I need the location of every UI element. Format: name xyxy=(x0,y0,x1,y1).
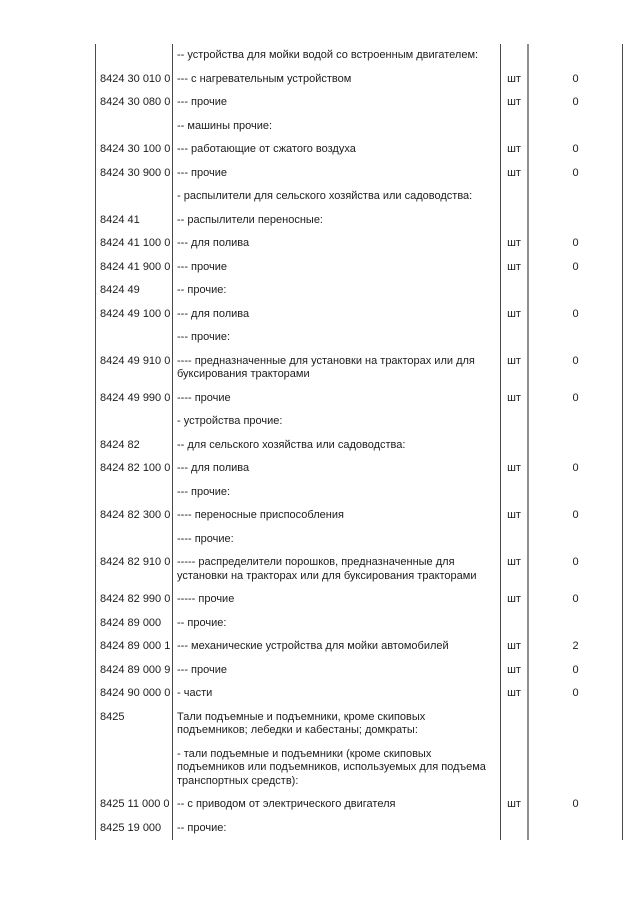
code-cell: 8424 30 080 0 xyxy=(96,91,173,115)
description-cell: -- машины прочие: xyxy=(173,115,501,139)
table-row xyxy=(96,350,623,387)
duty-value-cell xyxy=(529,185,623,209)
code-cell: 8424 82 xyxy=(96,434,173,458)
unit-cell xyxy=(501,817,529,841)
unit-cell xyxy=(501,326,529,350)
table-row xyxy=(96,256,623,280)
unit-cell: шт xyxy=(501,91,529,115)
code-cell: 8424 82 990 0 xyxy=(96,588,173,612)
code-cell: 8424 90 000 0 xyxy=(96,682,173,706)
table-row xyxy=(96,793,623,817)
unit-cell: шт xyxy=(501,162,529,186)
table-row xyxy=(96,481,623,505)
table-row xyxy=(96,457,623,481)
code-cell: 8424 41 xyxy=(96,209,173,233)
table-row xyxy=(96,588,623,612)
unit-cell xyxy=(501,209,529,233)
code-cell: 8424 89 000 xyxy=(96,612,173,636)
code-cell: 8424 49 910 0 xyxy=(96,350,173,387)
duty-value-cell: 0 xyxy=(529,682,623,706)
table-row xyxy=(96,743,623,794)
duty-value-cell: 0 xyxy=(529,588,623,612)
code-cell: 8424 49 100 0 xyxy=(96,303,173,327)
duty-value-cell xyxy=(529,410,623,434)
unit-cell: шт xyxy=(501,635,529,659)
duty-value-cell: 0 xyxy=(529,504,623,528)
table-row xyxy=(96,528,623,552)
unit-cell xyxy=(501,612,529,636)
code-cell xyxy=(96,481,173,505)
description-cell: --- для полива xyxy=(173,303,501,327)
unit-cell: шт xyxy=(501,457,529,481)
unit-cell xyxy=(501,279,529,303)
table-row xyxy=(96,635,623,659)
unit-cell xyxy=(501,743,529,794)
unit-cell: шт xyxy=(501,682,529,706)
description-cell: --- прочие: xyxy=(173,481,501,505)
duty-value-cell xyxy=(529,115,623,139)
unit-cell xyxy=(501,44,529,68)
description-cell: Тали подъемные и подъемники, кроме скиповых подъемников; лебедки и кабестаны; домкраты: xyxy=(173,706,501,743)
unit-cell xyxy=(501,410,529,434)
description-cell: - части xyxy=(173,682,501,706)
unit-cell: шт xyxy=(501,256,529,280)
code-cell xyxy=(96,44,173,68)
table-row xyxy=(96,115,623,139)
description-cell: -- с приводом от электрического двигателя xyxy=(173,793,501,817)
table-row xyxy=(96,434,623,458)
duty-value-cell xyxy=(529,612,623,636)
table-row xyxy=(96,185,623,209)
duty-value-cell xyxy=(529,743,623,794)
description-cell: -- устройства для мойки водой со встроенным двигателем: xyxy=(173,44,501,68)
unit-cell: шт xyxy=(501,551,529,588)
duty-value-cell xyxy=(529,434,623,458)
code-cell xyxy=(96,528,173,552)
table-row xyxy=(96,682,623,706)
description-cell: --- прочие xyxy=(173,162,501,186)
table-row xyxy=(96,232,623,256)
unit-cell xyxy=(501,434,529,458)
duty-value-cell xyxy=(529,817,623,841)
unit-cell: шт xyxy=(501,793,529,817)
code-cell: 8424 82 300 0 xyxy=(96,504,173,528)
description-cell: --- механические устройства для мойки автомобилей xyxy=(173,635,501,659)
description-cell: ---- прочие: xyxy=(173,528,501,552)
table-row xyxy=(96,44,623,68)
table-row xyxy=(96,551,623,588)
description-cell: --- прочие xyxy=(173,256,501,280)
description-cell: - распылители для сельского хозяйства или садоводства: xyxy=(173,185,501,209)
description-cell: --- для полива xyxy=(173,457,501,481)
table-row xyxy=(96,410,623,434)
description-cell: ---- предназначенные для установки на тракторах или для буксирования тракторами xyxy=(173,350,501,387)
duty-value-cell: 0 xyxy=(529,68,623,92)
unit-cell xyxy=(501,185,529,209)
duty-value-cell: 0 xyxy=(529,162,623,186)
table-row xyxy=(96,326,623,350)
duty-value-cell xyxy=(529,706,623,743)
duty-value-cell xyxy=(529,209,623,233)
description-cell: --- прочие xyxy=(173,91,501,115)
table-row xyxy=(96,387,623,411)
description-cell: --- для полива xyxy=(173,232,501,256)
code-cell: 8425 19 000 xyxy=(96,817,173,841)
duty-value-cell: 0 xyxy=(529,138,623,162)
table-row xyxy=(96,817,623,841)
table-row xyxy=(96,659,623,683)
duty-value-cell: 0 xyxy=(529,793,623,817)
description-cell: ----- распределители порошков, предназначенные для установки на тракторах или для буксирования тракторами xyxy=(173,551,501,588)
code-cell xyxy=(96,743,173,794)
unit-cell: шт xyxy=(501,303,529,327)
tariff-nomenclature-table xyxy=(95,44,623,840)
code-cell: 8424 41 100 0 xyxy=(96,232,173,256)
duty-value-cell: 0 xyxy=(529,91,623,115)
unit-cell: шт xyxy=(501,588,529,612)
description-cell: -- прочие: xyxy=(173,279,501,303)
duty-value-cell: 0 xyxy=(529,551,623,588)
code-cell: 8424 82 100 0 xyxy=(96,457,173,481)
code-cell xyxy=(96,410,173,434)
unit-cell: шт xyxy=(501,504,529,528)
unit-cell: шт xyxy=(501,138,529,162)
unit-cell: шт xyxy=(501,350,529,387)
description-cell: ---- прочие xyxy=(173,387,501,411)
code-cell: 8424 89 000 9 xyxy=(96,659,173,683)
table-row xyxy=(96,68,623,92)
code-cell: 8424 49 xyxy=(96,279,173,303)
table-row xyxy=(96,612,623,636)
duty-value-cell xyxy=(529,326,623,350)
code-cell xyxy=(96,326,173,350)
description-cell: --- работающие от сжатого воздуха xyxy=(173,138,501,162)
description-cell: ---- переносные приспособления xyxy=(173,504,501,528)
description-cell: - тали подъемные и подъемники (кроме скиповых подъемников или подъемников, используемых для подъема транспортных средств): xyxy=(173,743,501,794)
duty-value-cell xyxy=(529,481,623,505)
code-cell: 8424 30 100 0 xyxy=(96,138,173,162)
description-cell: -- распылители переносные: xyxy=(173,209,501,233)
code-cell: 8425 11 000 0 xyxy=(96,793,173,817)
duty-value-cell xyxy=(529,44,623,68)
table-row xyxy=(96,706,623,743)
code-cell xyxy=(96,115,173,139)
description-cell: ----- прочие xyxy=(173,588,501,612)
table-row xyxy=(96,138,623,162)
duty-value-cell: 0 xyxy=(529,256,623,280)
duty-value-cell: 2 xyxy=(529,635,623,659)
code-cell: 8424 49 990 0 xyxy=(96,387,173,411)
code-cell xyxy=(96,185,173,209)
code-cell: 8424 41 900 0 xyxy=(96,256,173,280)
description-cell: --- прочие xyxy=(173,659,501,683)
unit-cell xyxy=(501,706,529,743)
duty-value-cell: 0 xyxy=(529,303,623,327)
duty-value-cell: 0 xyxy=(529,659,623,683)
duty-value-cell xyxy=(529,528,623,552)
code-cell: 8425 xyxy=(96,706,173,743)
description-cell: -- для сельского хозяйства или садоводства: xyxy=(173,434,501,458)
duty-value-cell: 0 xyxy=(529,387,623,411)
duty-value-cell: 0 xyxy=(529,457,623,481)
table-row xyxy=(96,209,623,233)
duty-value-cell: 0 xyxy=(529,232,623,256)
description-cell: -- прочие: xyxy=(173,612,501,636)
table-row xyxy=(96,162,623,186)
description-cell: - устройства прочие: xyxy=(173,410,501,434)
unit-cell xyxy=(501,528,529,552)
description-cell: --- с нагревательным устройством xyxy=(173,68,501,92)
duty-value-cell: 0 xyxy=(529,350,623,387)
code-cell: 8424 82 910 0 xyxy=(96,551,173,588)
unit-cell: шт xyxy=(501,659,529,683)
code-cell: 8424 89 000 1 xyxy=(96,635,173,659)
unit-cell xyxy=(501,481,529,505)
code-cell: 8424 30 010 0 xyxy=(96,68,173,92)
unit-cell xyxy=(501,115,529,139)
description-cell: --- прочие: xyxy=(173,326,501,350)
code-cell: 8424 30 900 0 xyxy=(96,162,173,186)
description-cell: -- прочие: xyxy=(173,817,501,841)
unit-cell: шт xyxy=(501,68,529,92)
table-row xyxy=(96,303,623,327)
unit-cell: шт xyxy=(501,232,529,256)
table-row xyxy=(96,279,623,303)
duty-value-cell xyxy=(529,279,623,303)
table-row xyxy=(96,91,623,115)
unit-cell: шт xyxy=(501,387,529,411)
table-row xyxy=(96,504,623,528)
